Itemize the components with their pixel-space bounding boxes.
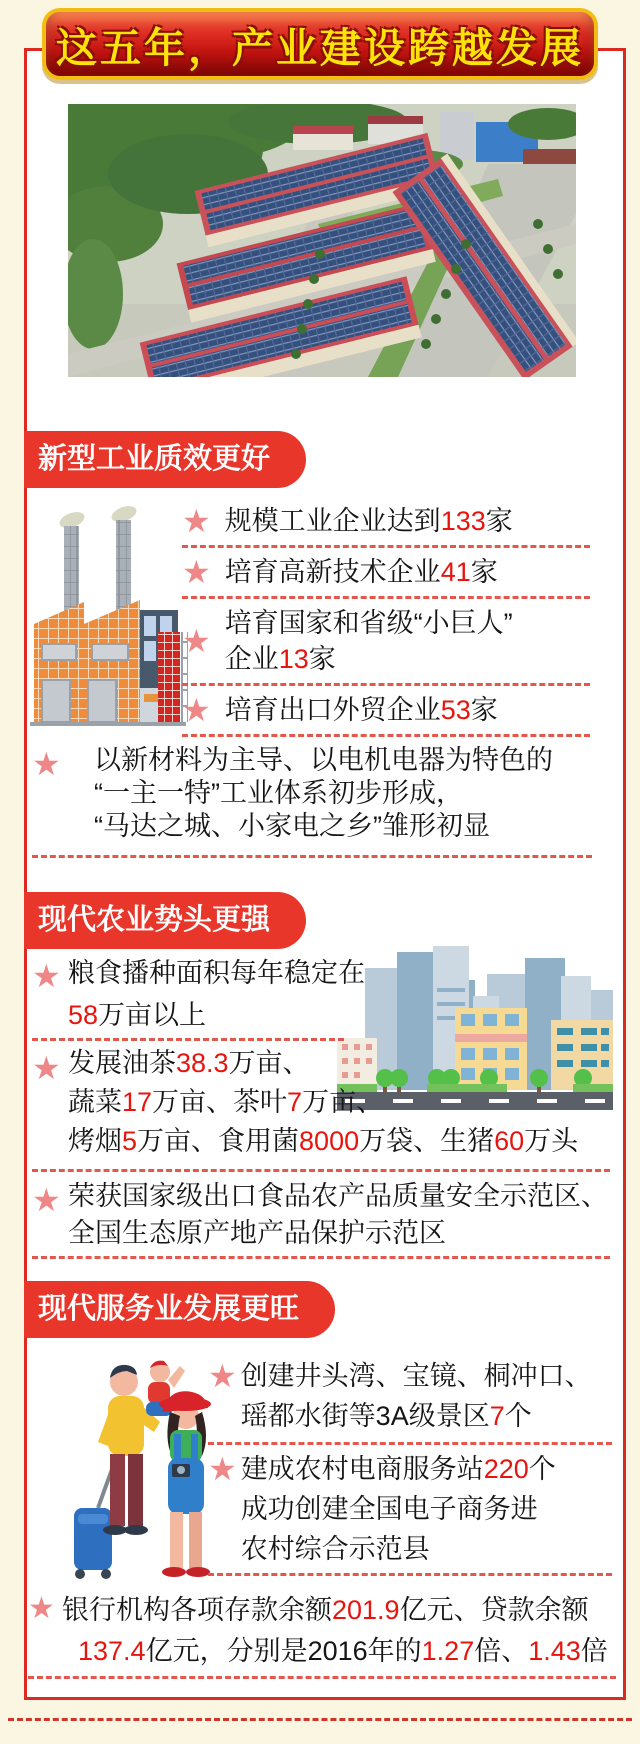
- text-line: 企业13家: [224, 644, 336, 674]
- factory-illustration: [28, 498, 188, 731]
- industrial-park-photo: [68, 104, 576, 377]
- star-icon: ★: [182, 692, 211, 728]
- text-line: 建成农村电商服务站220个: [240, 1454, 556, 1484]
- agriculture-bullet-3: [32, 1178, 610, 1259]
- text-line: 粮食播种面积每年稳定在: [68, 958, 365, 988]
- bullet-text: [68, 1044, 610, 1161]
- agriculture-bullet-2: [32, 1044, 610, 1172]
- star-icon: ★: [208, 1358, 237, 1394]
- list-item: [182, 497, 590, 548]
- agriculture-bullet-1: [32, 952, 365, 1041]
- aerial-photo-illustration: [68, 104, 576, 377]
- bullet-text: [68, 1178, 610, 1252]
- star-icon: ★: [32, 746, 61, 782]
- tourists-illustration: [68, 1346, 220, 1599]
- page-title: 这五年，产业建设跨越发展: [56, 24, 584, 71]
- tourists-icon: [68, 1346, 220, 1594]
- section-header-industry: [24, 431, 306, 488]
- list-item: [182, 599, 590, 686]
- text-line: 58万亩以上: [68, 1000, 207, 1030]
- bullet-text: [225, 692, 498, 728]
- text-line: 瑶都水街等3A级景区7个: [240, 1401, 532, 1431]
- star-icon: ★: [208, 1451, 237, 1487]
- star-icon: ★: [182, 623, 211, 659]
- text-line: 培育国家和省级“小巨人”: [224, 608, 513, 638]
- bank-bullet: [28, 1590, 616, 1679]
- bullet-text: [225, 554, 498, 590]
- star-icon: ★: [32, 1182, 61, 1218]
- section-header-agriculture-label: 现代农业势头更强: [38, 904, 271, 936]
- text-line: 以新材料为主导、以电机电器为特色的: [94, 745, 553, 775]
- text-line: 发展油茶38.3万亩、: [68, 1048, 310, 1078]
- list-item: [208, 1445, 612, 1576]
- bullet-text: [241, 1449, 556, 1569]
- star-icon: ★: [32, 958, 61, 994]
- star-icon: ★: [182, 554, 211, 590]
- bullet-text: [225, 605, 513, 677]
- text-line: “马达之城、小家电之乡”雏形初显: [94, 811, 490, 841]
- industry-bullet-list: [182, 497, 590, 737]
- title-banner: [42, 8, 598, 80]
- text-line: 蔬菜17万亩、茶叶7万亩、: [68, 1087, 384, 1117]
- bullet-text: [68, 952, 365, 1036]
- text-line: 137.4亿元，分别是2016年的1.27倍、1.43倍: [78, 1636, 608, 1666]
- services-bullet-list: [208, 1352, 612, 1576]
- section-header-industry-label: 新型工业质效更好: [38, 443, 271, 475]
- list-item: [182, 548, 590, 599]
- bullet-text: [62, 1590, 616, 1672]
- section-header-agriculture: [24, 892, 306, 949]
- text-line: 农村综合示范县: [240, 1534, 430, 1564]
- list-item: [208, 1352, 612, 1445]
- text-line: 全国生态原产地产品保护示范区: [68, 1218, 446, 1248]
- star-icon: ★: [28, 1592, 55, 1625]
- text-line: 荣获国家级出口食品农产品质量安全示范区、: [68, 1181, 608, 1211]
- bottom-dashed-divider: [8, 1718, 632, 1721]
- text-line: 规模工业企业达到133家: [224, 506, 513, 536]
- section-header-services: [24, 1281, 335, 1338]
- list-item: [182, 686, 590, 737]
- industry-wide-bullet: [32, 744, 592, 858]
- section-header-services-label: 现代服务业发展更旺: [38, 1293, 300, 1325]
- text-line: 烤烟5万亩、食用菌8000万袋、生猪60万头: [68, 1126, 579, 1156]
- star-icon: ★: [182, 503, 211, 539]
- bullet-text: [241, 1356, 592, 1436]
- bullet-text: [94, 744, 592, 843]
- factory-icon: [28, 498, 188, 726]
- text-line: 培育出口外贸企业53家: [224, 695, 498, 725]
- text-line: “一主一特”工业体系初步形成，: [94, 778, 463, 808]
- star-icon: ★: [32, 1050, 61, 1086]
- text-line: 成功创建全国电子商务进: [240, 1494, 538, 1524]
- text-line: 培育高新技术企业41家: [224, 557, 498, 587]
- bullet-text: [225, 503, 513, 539]
- text-line: 银行机构各项存款余额201.9亿元、贷款余额: [62, 1595, 589, 1625]
- text-line: 创建井头湾、宝镜、桐冲口、: [240, 1361, 592, 1391]
